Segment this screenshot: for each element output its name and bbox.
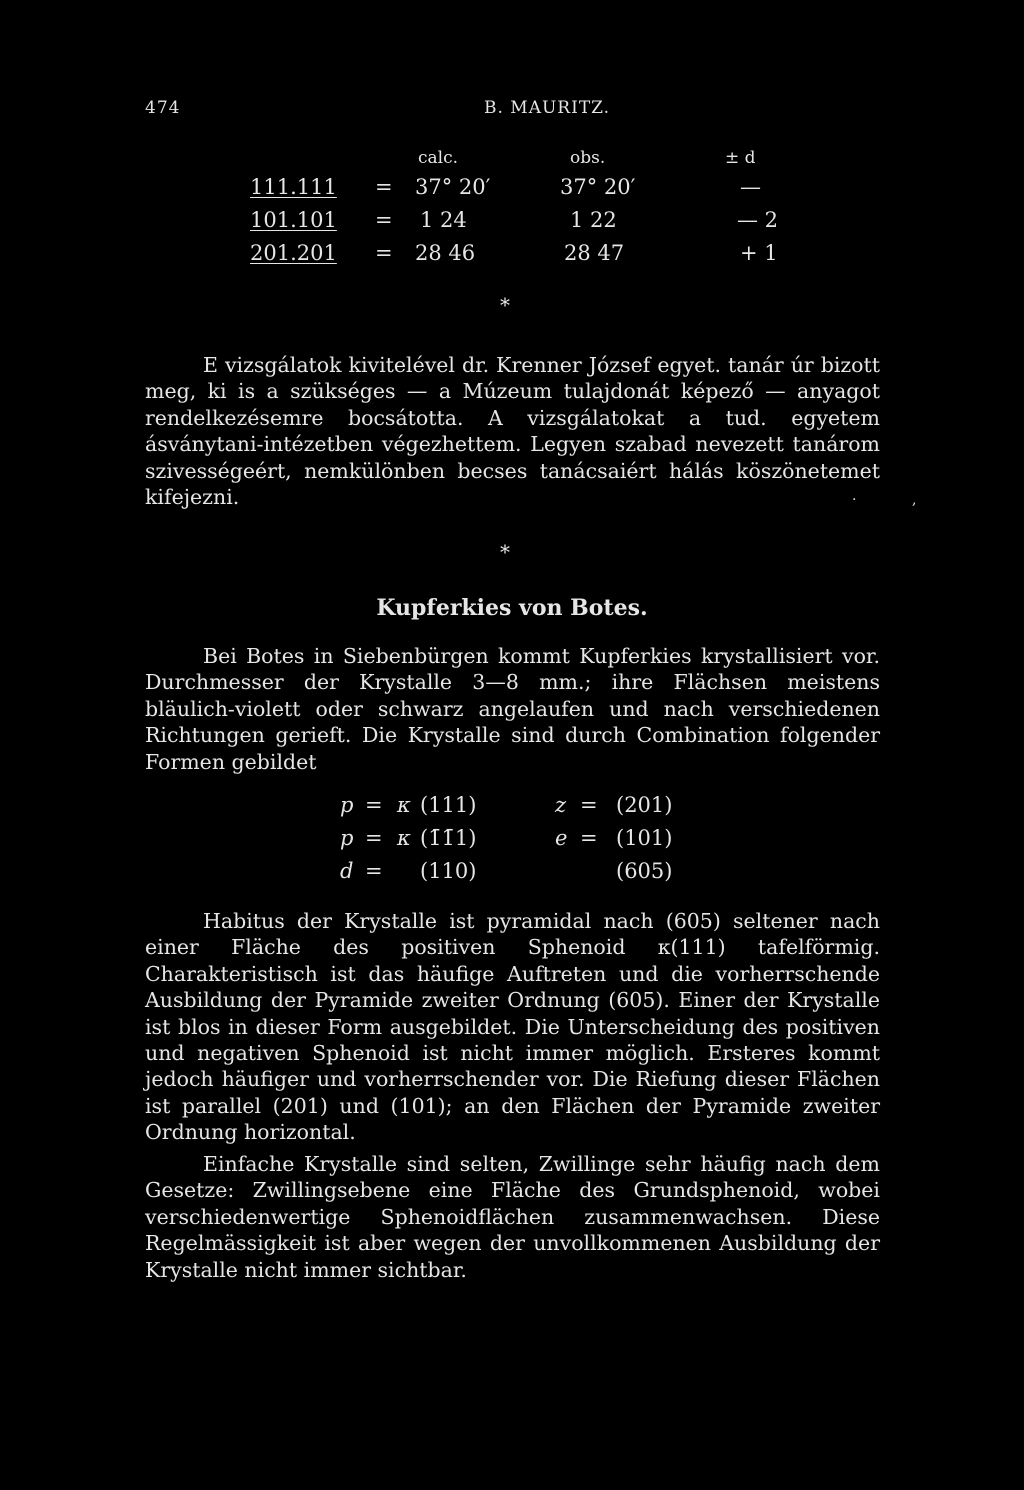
measurement-angle: 201.201 bbox=[250, 241, 337, 265]
form-row bbox=[330, 859, 790, 889]
diff-value: — 2 bbox=[737, 208, 779, 232]
separator-star: * bbox=[500, 293, 510, 317]
diff-value: — bbox=[740, 175, 761, 199]
form-symbol: p bbox=[340, 826, 354, 850]
body-paragraph: Bei Botes in Siebenbürgen kommt Kupferkies krystallisiert vor. Durchmesser der Krystalle 3—8 mm.; ihre Flächsen meistens bläulich-violett oder schwarz angelaufen und nach verschiedenen Richtungen gerieft. Die Krystalle sind durch Combination folgender Formen gebildet bbox=[145, 644, 880, 774]
equals-sign: = bbox=[365, 859, 383, 883]
body-paragraph: Habitus der Krystalle ist pyramidal nach (605) seltener nach einer Fläche des positiven Sphenoid κ(111) tafelförmig. Charakteristisch ist das häufige Auftreten und die vorherrschende Ausbildung der Pyramide zweiter Ordnung (605). Einer der Krystalle ist blos in dieser Form ausgebildet. Die Unterscheidung des positiven und negativen Sphenoid ist nicht immer möglich. Ersteres kommt jedoch häufiger und vorherrschender vor. Die Riefung dieser Flächen ist parallel (201) und (101); an den Flächen der Pyramide zweiter Ordnung horizontal. bbox=[145, 909, 880, 1145]
miller-index: (111) bbox=[420, 793, 477, 817]
form-symbol: d bbox=[340, 859, 354, 883]
equals-sign: = bbox=[375, 208, 393, 232]
miller-index: (201) bbox=[616, 793, 673, 817]
kappa-symbol: κ bbox=[397, 793, 411, 817]
measurement-angle: 111.111 bbox=[250, 175, 337, 199]
running-title: B. MAURITZ. bbox=[484, 98, 611, 118]
miller-index: (101) bbox=[616, 826, 673, 850]
measurement-header-row bbox=[240, 148, 840, 174]
measurement-row bbox=[240, 175, 840, 201]
body-paragraph: Einfache Krystalle sind selten, Zwillinge sehr häufig nach dem Gesetze: Zwillingsebene eine Fläche des Grundsphenoid, wobei verschiedenwertige Sphenoidflächen zusammenwachsen. Diese Regelmässigkeit ist aber wegen der unvollkommenen Ausbildung der Krystalle nicht immer sichtbar. bbox=[145, 1152, 880, 1282]
form-symbol: z bbox=[555, 793, 567, 817]
equals-sign: = bbox=[580, 793, 598, 817]
equals-sign: = bbox=[365, 826, 383, 850]
speck-mark: , bbox=[912, 492, 917, 508]
equals-sign: = bbox=[375, 241, 393, 265]
form-row bbox=[330, 826, 790, 856]
obs-value: 28 47 bbox=[564, 241, 625, 265]
calc-value: 28 46 bbox=[415, 241, 476, 265]
equals-sign: = bbox=[375, 175, 393, 199]
measurement-angle: 101.101 bbox=[250, 208, 337, 232]
calc-value: 37° 20′ bbox=[415, 175, 491, 199]
calc-value: 1 24 bbox=[420, 208, 467, 232]
separator-star: * bbox=[500, 540, 510, 564]
measurement-row bbox=[240, 241, 840, 267]
acknowledgement-paragraph: E vizsgálatok kivitelével dr. Krenner József egyet. tanár úr bizott meg, ki is a szükséges — a Múzeum tulajdonát képező — anyagot rendelkezésemre bocsátotta. A vizsgálatokat a tud. egyetem ásványtani-intézetben végezhettem. Legyen szabad nevezett tanárom szivességeért, nemkülönben becses tanácsaiért hálás köszönetemet kifejezni. bbox=[145, 353, 880, 510]
miller-index: (1̄1̄1) bbox=[420, 826, 477, 850]
diff-value: + 1 bbox=[740, 241, 778, 265]
measurement-row bbox=[240, 208, 840, 234]
miller-index: (110) bbox=[420, 859, 477, 883]
calc-header: calc. bbox=[418, 148, 459, 168]
page-number: 474 bbox=[145, 98, 181, 118]
form-symbol: e bbox=[555, 826, 568, 850]
miller-index: (605) bbox=[616, 859, 673, 883]
diff-header: ± d bbox=[725, 148, 756, 168]
form-symbol: p bbox=[340, 793, 354, 817]
equals-sign: = bbox=[365, 793, 383, 817]
obs-value: 37° 20′ bbox=[560, 175, 636, 199]
speck-mark: · bbox=[852, 492, 857, 508]
section-title: Kupferkies von Botes. bbox=[376, 595, 648, 621]
kappa-symbol: κ bbox=[397, 826, 411, 850]
form-row bbox=[330, 793, 790, 823]
equals-sign: = bbox=[580, 826, 598, 850]
obs-value: 1 22 bbox=[570, 208, 617, 232]
obs-header: obs. bbox=[570, 148, 606, 168]
